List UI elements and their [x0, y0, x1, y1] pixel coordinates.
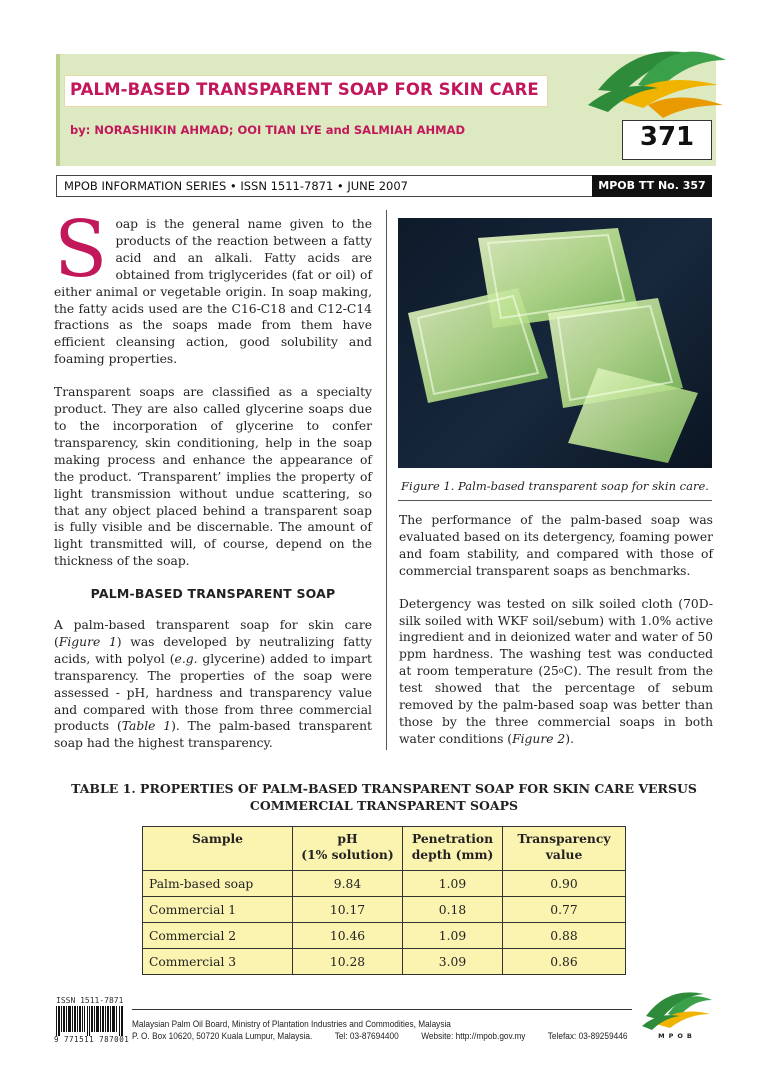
col-header-ph: pH (1% solution) — [293, 827, 403, 871]
issn-label: ISSN 1511-7871 — [56, 996, 124, 1005]
palm-logo-icon — [578, 30, 728, 130]
mpob-logo-icon — [638, 982, 714, 1034]
right-column — [399, 512, 713, 764]
cell-sample: Commercial 1 — [143, 897, 293, 923]
table-row — [143, 923, 626, 949]
caption-rule — [398, 500, 712, 501]
header-accent — [56, 54, 60, 166]
table-row — [143, 949, 626, 975]
cell-penetration: 0.18 — [403, 897, 503, 923]
soap-photo — [398, 218, 712, 468]
page-title: PALM-BASED TRANSPARENT SOAP FOR SKIN CARE — [70, 80, 539, 99]
cell-ph: 10.28 — [293, 949, 403, 975]
col-header-penetration: Penetration depth (mm) — [403, 827, 503, 871]
footer-tel: Tel: 03-87694400 — [334, 1031, 399, 1041]
mpob-logo-text: MPOB — [658, 1032, 696, 1040]
cell-transparency: 0.88 — [503, 923, 626, 949]
section-heading: PALM-BASED TRANSPARENT SOAP — [90, 586, 336, 602]
cell-penetration: 1.09 — [403, 871, 503, 897]
col-header-sample: Sample — [143, 827, 293, 871]
table-row — [143, 871, 626, 897]
table-title: TABLE 1. PROPERTIES OF PALM-BASED TRANSPARENT SOAP FOR SKIN CARE VERSUS COMMERCIAL TRANSPARENT SOAPS — [71, 781, 697, 813]
cell-penetration: 1.09 — [403, 923, 503, 949]
cell-transparency: 0.77 — [503, 897, 626, 923]
author-byline: by: NORASHIKIN AHMAD; OOI TIAN LYE and SALMIAH AHMAD — [70, 123, 466, 137]
cell-sample: Commercial 3 — [143, 949, 293, 975]
detergency-paragraph: Detergency was tested on silk soiled cloth (70D-silk soiled with WKF soil/sebum) with 1.0% active ingredient and in deionized water and water of 50 ppm hardness. The washing test was conducted at room temperature (25$^o$C). The result from the test showed that the percentage of sebum removed by the palm-based soap was better than those by the three commercial soaps in both water conditions (Figure 2). — [399, 596, 713, 746]
barcode-number: 9 771511 787001 — [54, 1035, 130, 1044]
cell-transparency: 0.86 — [503, 949, 626, 975]
footer-address: P. O. Box 10620, 50720 Kuala Lumpur, Malaysia. — [132, 1031, 313, 1041]
barcode-icon — [54, 1006, 124, 1036]
cell-sample: Palm-based soap — [143, 871, 293, 897]
left-column — [54, 205, 373, 768]
table-row — [143, 897, 626, 923]
issue-number: 371 — [639, 122, 695, 152]
figure-caption: Figure 1. Palm-based transparent soap for skin care. — [401, 479, 709, 493]
cell-penetration: 3.09 — [403, 949, 503, 975]
footer-website: Website: http://mpob.gov.my — [421, 1031, 526, 1041]
cell-sample: Commercial 2 — [143, 923, 293, 949]
col-header-transparency: Transparency value — [503, 827, 626, 871]
table-header-row — [143, 827, 626, 871]
performance-paragraph: The performance of the palm-based soap was evaluated based on its detergency, foaming power and foam stability, and compared with those of commercial transparent soaps as benchmarks. — [399, 513, 713, 578]
footer-org: Malaysian Palm Oil Board, Ministry of Plantation Industries and Commodities, Malaysia — [132, 1019, 451, 1029]
footer-rule — [132, 1009, 632, 1010]
footer-contacts — [132, 1031, 648, 1041]
drop-cap: S — [54, 205, 108, 295]
transparent-soaps-paragraph: Transparent soaps are classified as a specialty product. They are also called glycerine soaps due to the incorporation of glycerine to confer transparency, skin conditioning, help in the soap making process and enhance the appearance of the product. ‘Transparent’ implies the property of light transmission without undue scattering, so that any object placed behind a transparent soap is fully visible and be discernable. The amount of light transmitted will, of course, depend on the thickness of the soap. — [54, 385, 372, 569]
soap-bars-image — [398, 218, 712, 468]
intro-paragraph: Soap is the general name given to the products of the reaction between a fatty acid and an alkali. Fatty acids are obtained from triglycerides (fat or oil) of either animal or vegetable origin. In soap making, the fatty acids used are the C16-C18 and C12-C14 fractions as the soaps made from them have efficient cleansing action, good solubility and foaming properties. — [54, 205, 372, 367]
series-info: MPOB INFORMATION SERIES • ISSN 1511-7871 • JUNE 2007 — [64, 179, 408, 193]
tt-number-badge: MPOB TT No. 357 — [592, 175, 712, 197]
cell-transparency: 0.90 — [503, 871, 626, 897]
development-paragraph: A palm-based transparent soap for skin care (Figure 1) was developed by neutralizing fatty acids, with polyol (e.g. glycerine) added to impart transparency. The properties of the soap were assessed - pH, hardness and transparency value and compared with those from three commercial products (Table 1). The palm-based transparent soap had the highest transparency. — [54, 618, 373, 751]
cell-ph: 10.17 — [293, 897, 403, 923]
cell-ph: 9.84 — [293, 871, 403, 897]
properties-table — [142, 826, 626, 975]
footer-fax: Telefax: 03-89259446 — [547, 1031, 628, 1041]
column-divider — [386, 210, 387, 750]
cell-ph: 10.46 — [293, 923, 403, 949]
